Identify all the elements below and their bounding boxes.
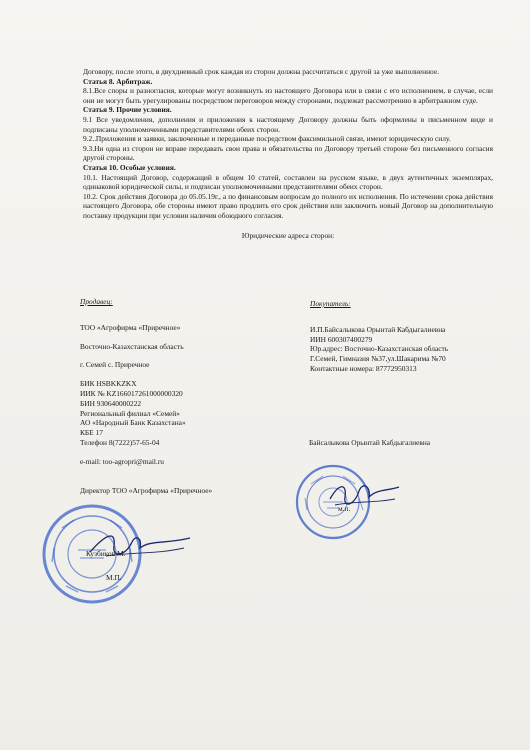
article-10-2: 10.2. Срок действия Договора до 05.05.19г., а по финансовым вопросам до полного их исполнения. По истечении срока действия настоящего Договора, обе стороны имеют право продлить его срок действия или заключить новый Договор на дополнительную поставку продукции при условии наличия обоюдного согласия. [83,191,493,220]
buyer-name: И.П.Байсалыкова Орынтай Кабдыгалиевна [310,324,446,334]
seller-kbe: КБЕ 17 [80,428,103,438]
article-8-1: 8.1.Все споры и разногласия, которые могут возникнуть из настоящего Договора или в связи с его исполнением, в случае, если они не могут быть урегулированы посредством переговоров между сторонами, подлежат рассмотрению в арбитражном суде. [83,86,493,105]
article-9-title: Статья 9. Прочие условия. [83,105,172,115]
seller-bik: БИК HSBKKZKX [80,379,137,389]
article-9-1: 9.1 Все уведомления, дополнения и приложения к настоящему Договору должны быть оформлены в письменном виде и подписаны уполномоченными представителями обеих сторон. [83,114,493,134]
buyer-heading: Покупатель: [310,299,351,308]
seller-director: Директор ТОО «Агрофирма «Приречное» [80,485,213,495]
article-9-2: 9.2..Приложения и заявки, заключенные и переданные посредством факсимильной связи, имеют юридическую силу. [83,134,451,144]
article-8-title: Статья 8. Арбитраж. [83,76,153,86]
seller-iik: ИИК № KZ166017261000000320 [80,388,183,398]
buyer-signature-icon [325,475,405,515]
buyer-address-1: Юр.адрес: Восточно-Казахстанская область [310,344,449,354]
article-10-1: 10.1. Настоящий Договор, содержащий в общем 10 статей, составлен на русском языке, в двух аутентичных экземплярах, одинаковой юридической силы, и подписан уполномоченными представителями обеих сторон. [83,172,493,192]
buyer-phone: Контактные номера: 87772950313 [310,363,417,373]
seller-details [80,297,212,495]
seller-email: e-mail: too-agropri@mail.ru [80,456,164,466]
buyer-mp: м.п. [338,504,351,513]
seller-heading: Продавец: [80,297,113,306]
seller-phone: Телефон 8(7222)57-65-04 [80,437,160,447]
seller-signature-icon [86,524,196,564]
buyer-address-2: Г.Семей, Гимназия №37,ул.Шакарима №70 [310,354,446,364]
seller-name: ТОО «Агрофирма «Приречное» [80,322,181,332]
seller-region: Восточно-Казахстанская область [80,341,184,351]
article-9-3: 9.3.Ни одна из сторон не вправе передавать свои права и обязательства по Договору третьей стороне без письменного согласия другой стороны. [83,143,493,163]
seller-bank: АО «Народный Банк Казахстана» [80,418,186,428]
buyer-iin: ИИН 600307400279 [310,334,373,344]
seller-bin: БИН 930640000222 [80,398,142,408]
seller-signer: Кузбиков М. [86,549,126,558]
seller-city: г. Семей с. Приречное [80,360,150,370]
seller-branch: Региональный филиал «Семей» [80,408,180,418]
addresses-title: Юридические адреса сторон: [241,230,335,240]
buyer-signer: Байсалыкова Орынтай Кабдыгалиевна [309,438,431,447]
buyer-details [310,299,448,374]
paragraph-intro: Договору, после этого, в двухдневный срок каждая из сторон должна рассчитаться с другой за уже выполненное. [83,67,439,76]
article-10-title: Статья 10. Особые условия. [83,162,176,172]
contract-text [83,67,493,240]
seller-mp: М.П. [106,573,122,582]
